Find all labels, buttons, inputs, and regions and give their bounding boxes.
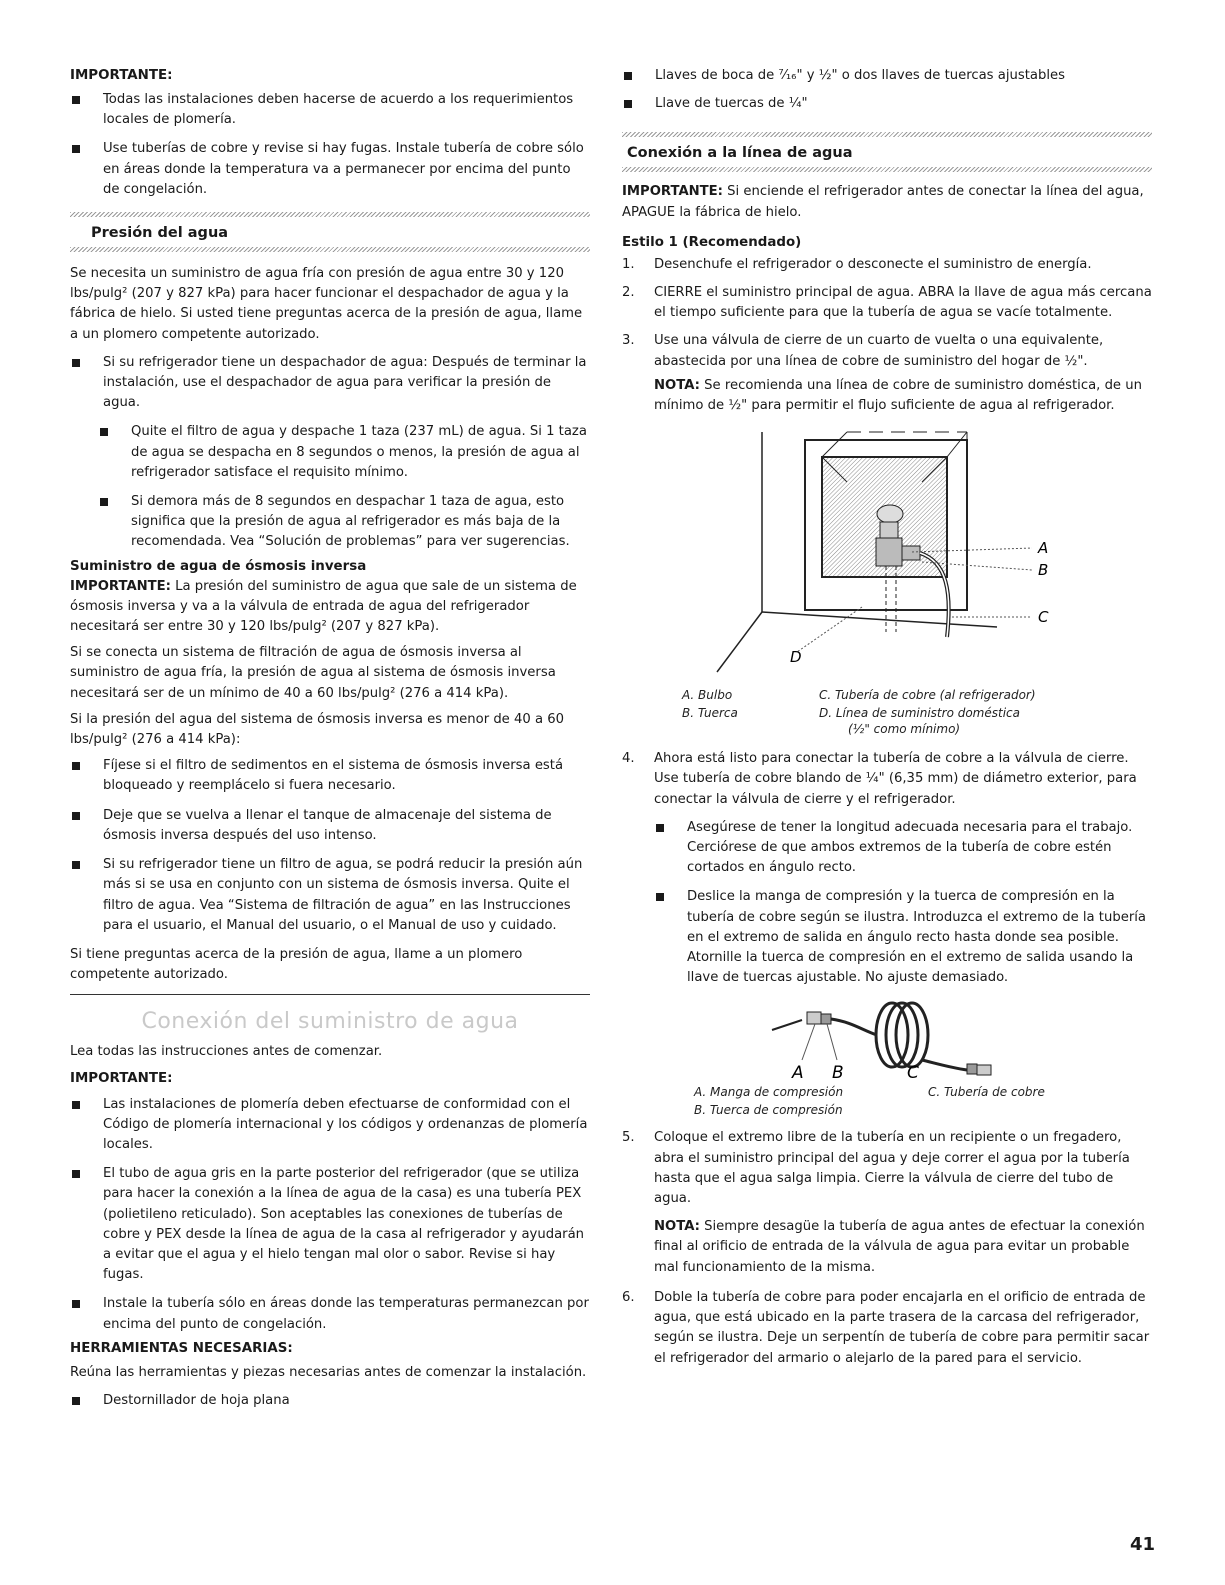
importante-label: IMPORTANTE:: [70, 68, 173, 83]
list-item: Destornillador de hoja plana: [70, 1391, 590, 1411]
list-item: Deslice la manga de compresión y la tuerca de compresión en la tubería de cobre según se ilustra. Introduzca el extremo de la tubería en el extremo de salida en ángulo recto hasta donde sea posible. Atornille la tuerca de compresión en el extremo de salida usando la llave de tuercas ajustable. No ajuste demasiado.: [654, 887, 1152, 988]
section-divider: [70, 994, 590, 995]
step: [622, 749, 1152, 810]
paragraph: [622, 182, 1152, 222]
list-item: Fíjese si el filtro de sedimentos en el sistema de ósmosis inversa está bloqueado y reemplácelo si fuera necesario.: [70, 756, 590, 796]
nota-text: Se recomienda una línea de cobre de suministro doméstica, de un mínimo de ½" para permitir el flujo suficiente de agua al refrigerador.: [654, 377, 1142, 414]
step-number: 6.: [622, 1289, 635, 1305]
caption-a: A. Manga de compresión: [694, 1085, 844, 1100]
section-heading-linea: Conexión a la línea de agua: [627, 145, 853, 162]
importante-label: IMPORTANTE:: [622, 184, 723, 200]
section-heading-presion: Presión del agua: [91, 225, 229, 242]
list-item: Use tuberías de cobre y revise si hay fugas. Instale tubería de cobre sólo en áreas donde la temperatura va a permanecer por encima del punto de congelación.: [70, 139, 590, 200]
list-item: Asegúrese de tener la longitud adecuada necesaria para el trabajo. Cerciórese de que ambos extremos de la tubería de cobre estén cortados en ángulo recto.: [654, 818, 1152, 879]
section-title-conexion: Conexión del suministro de agua: [141, 1009, 519, 1035]
step-text: CIERRE el suministro principal de agua. ABRA la llave de agua más cercana el tiempo suficiente para que la tubería de agua se vacíe totalmente.: [654, 285, 1152, 321]
importante-label: IMPORTANTE:: [70, 578, 171, 594]
step-text: Coloque el extremo libre de la tubería en un recipiente o un fregadero, abra el suministro principal del agua y deje correr el agua por la tubería hasta que el agua salga limpia. Cierre la válvula de cierre del tubo de agua.: [654, 1130, 1130, 1207]
caption-c: C. Tubería de cobre (al refrigerador): [819, 688, 1036, 703]
caption-b: B. Tuerca: [682, 706, 738, 721]
tubing-figure-captions: [622, 1082, 1152, 1128]
section-heading-osmosis: Suministro de agua de ósmosis inversa: [70, 558, 367, 574]
hatch-rule: [70, 212, 590, 217]
step-number: 2.: [622, 285, 635, 301]
list-item: Llaves de boca de ⁷⁄₁₆" y ½" o dos llaves de tuercas ajustables: [622, 66, 1152, 86]
callout-c: C: [1038, 608, 1049, 627]
valve-illustration: [622, 422, 1152, 687]
nota: [622, 376, 1152, 416]
list-item: Todas las instalaciones deben hacerse de acuerdo a los requerimientos locales de plomería.: [70, 90, 590, 130]
paragraph: Si se conecta un sistema de filtración de agua de ósmosis inversa al suministro de agua fría, la presión de agua al sistema de ósmosis inversa necesitará ser de un mínimo de 40 a 60 lbs/pulg² (276 a 414 kPa).: [70, 645, 556, 701]
page-number: 41: [1129, 1534, 1155, 1555]
nota: [622, 1217, 1152, 1278]
step-number: 3.: [622, 333, 635, 349]
step: [622, 255, 1152, 275]
paragraph-text: La presión del suministro de agua que sale de un sistema de ósmosis inversa y va a la válvula de entrada de agua del refrigerador necesitará ser entre 30 y 120 lbs/pulg² (207 y 827 kPa).: [70, 578, 577, 635]
valve-figure-captions: [622, 687, 1152, 743]
left-column: [70, 66, 590, 1420]
estilo-heading: Estilo 1 (Recomendado): [622, 234, 802, 250]
step-text: Doble la tubería de cobre para poder encajarla en el orificio de entrada de agua, que está ubicado en la parte trasera de la carcasa del refrigerador, según se ilustra. Deje un serpentín de tubería de cobre para permitir sacar el refrigerador del armario o alejarlo de la pared para el servicio.: [654, 1289, 1150, 1366]
paragraph: Reúna las herramientas y piezas necesarias antes de comenzar la instalación.: [70, 1364, 587, 1380]
nota-text: Siempre desagüe la tubería de agua antes de efectuar la conexión final al orificio de entrada de la válvula de agua para evitar un probable mal funcionamiento de la misma.: [654, 1219, 1145, 1275]
paragraph-text: Si enciende el refrigerador antes de conectar la línea del agua, APAGUE la fábrica de hielo.: [622, 184, 1144, 220]
nota-label: NOTA:: [654, 377, 700, 393]
step-number: 1.: [622, 256, 635, 272]
step-text: Use una válvula de cierre de un cuarto de vuelta o una equivalente, abastecida por una línea de cobre de suministro del hogar de ½".: [654, 333, 1104, 369]
callout-c: C: [907, 1063, 919, 1083]
list-subitem: Si demora más de 8 segundos en despachar 1 taza de agua, esto significa que la presión de agua al refrigerador es más baja de la recomendada. Vea “Solución de problemas” para ver sugerencias.: [98, 492, 590, 553]
list-item: El tubo de agua gris en la parte posterior del refrigerador (que se utiliza para hacer la conexión a la línea de agua de la casa) es una tubería PEX (polietileno reticulado). Son aceptables las conexiones de tuberías de cobre y PEX desde la línea de agua de la casa al refrigerador y ayudarán a evitar que el agua y el hielo tengan mal olor o sabor. Revise si hay fugas.: [70, 1164, 590, 1285]
paragraph: Lea todas las instrucciones antes de comenzar.: [70, 1044, 383, 1060]
valve-figure: [622, 422, 1152, 687]
step-number: 5.: [622, 1130, 635, 1146]
callout-a: A: [792, 1063, 804, 1083]
hatch-rule: [622, 132, 1152, 137]
step-text: Ahora está listo para conectar la tubería de cobre a la válvula de cierre. Use tubería de cobre blando de ¼" (6,35 mm) de diámetro exterior, para conectar la válvula de cierre y el refrigerador.: [654, 751, 1137, 807]
herramientas-label: HERRAMIENTAS NECESARIAS:: [70, 1340, 293, 1356]
paragraph: Si la presión del agua del sistema de ósmosis inversa es menor de 40 a 60 lbs/pulg² (276 a 414 kPa):: [70, 711, 565, 748]
tubing-figure: [622, 990, 1152, 1082]
hatch-rule: [70, 247, 590, 252]
list-item: Instale la tubería sólo en áreas donde las temperaturas permanezcan por encima del punto de congelación.: [70, 1294, 590, 1334]
step: [622, 283, 1152, 323]
callout-d: D: [790, 648, 802, 667]
paragraph: [70, 577, 590, 638]
paragraph: Se necesita un suministro de agua fría con presión de agua entre 30 y 120 lbs/pulg² (207 y 827 kPa) para hacer funcionar el despachador de agua y la fábrica de hielo. Si usted tiene preguntas acerca de la presión de agua, llame a un plomero competente autorizado.: [70, 266, 583, 342]
caption-d-note: (½" como mínimo): [848, 722, 961, 737]
list-item: Deje que se vuelva a llenar el tanque de almacenaje del sistema de ósmosis inversa después del uso intenso.: [70, 806, 590, 846]
hatch-rule: [622, 167, 1152, 172]
step-number: 4.: [622, 751, 635, 767]
list-item: Las instalaciones de plomería deben efectuarse de conformidad con el Código de plomería internacional y los códigos y ordenanzas de plomería locales.: [70, 1095, 590, 1156]
callout-a: A: [1038, 539, 1049, 558]
tubing-illustration: [622, 990, 1152, 1082]
callout-b: B: [1038, 561, 1049, 580]
caption-a: A. Bulbo: [682, 688, 733, 703]
step: [622, 1128, 1152, 1209]
right-column: [622, 66, 1152, 1377]
step-text: Desenchufe el refrigerador o desconecte el suministro de energía.: [654, 256, 1092, 272]
nota-label: NOTA:: [654, 1219, 700, 1235]
paragraph: Si tiene preguntas acerca de la presión de agua, llame a un plomero competente autorizado.: [70, 946, 523, 983]
step: [622, 331, 1152, 371]
list-item: Si su refrigerador tiene un despachador de agua: Después de terminar la instalación, use el despachador de agua para verificar la presión de agua.: [70, 353, 590, 414]
list-subitem: Quite el filtro de agua y despache 1 taza (237 mL) de agua. Si 1 taza de agua se despacha en 8 segundos o menos, la presión de agua al refrigerador satisface el requisito mínimo.: [98, 422, 590, 483]
step: [622, 1288, 1152, 1369]
list-item: Llave de tuercas de ¼": [622, 94, 1152, 114]
caption-c: C. Tubería de cobre: [928, 1085, 1045, 1100]
caption-d: D. Línea de suministro doméstica: [819, 706, 1020, 721]
importante-label: IMPORTANTE:: [70, 1070, 173, 1086]
caption-b: B. Tuerca de compresión: [694, 1103, 843, 1118]
list-item: Si su refrigerador tiene un filtro de agua, se podrá reducir la presión aún más si se usa en conjunto con un sistema de ósmosis inversa. Quite el filtro de agua. Vea “Sistema de filtración de agua” en las Instrucciones para el usuario, el Manual del usuario, o el Manual de uso y cuidado.: [70, 855, 590, 936]
callout-b: B: [832, 1063, 844, 1083]
